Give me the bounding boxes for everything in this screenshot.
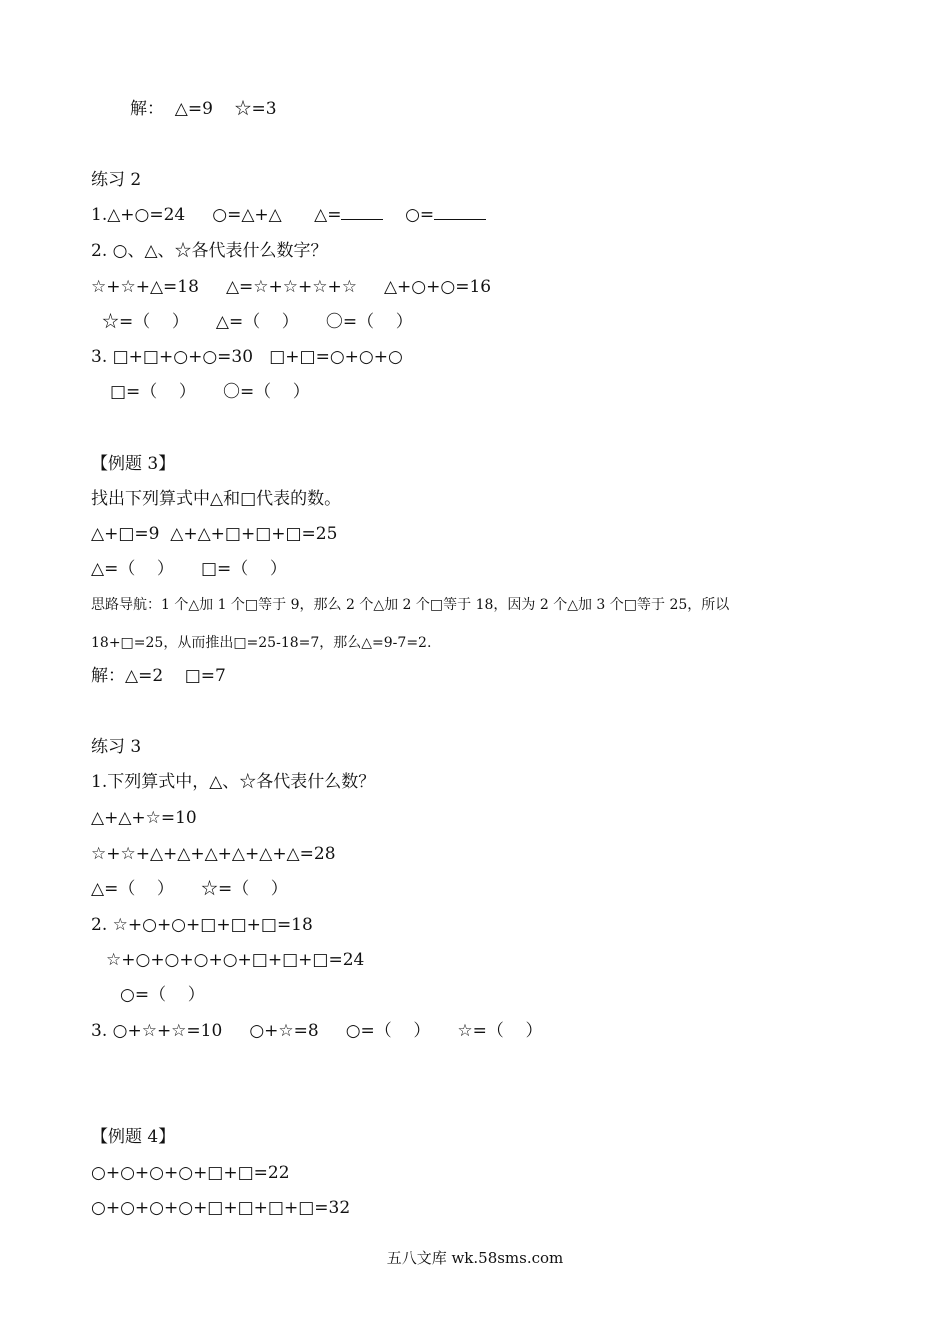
exercise-3-q2: 2. ☆+○+○+□+□+□=18 — [91, 915, 313, 935]
q1-text-a: 1.△+○=24 ○=△+△ △= — [91, 205, 342, 225]
example-3-question: 找出下列算式中△和□代表的数。 — [91, 489, 342, 509]
exercise-2-heading: 练习 2 — [91, 170, 142, 190]
exercise-3-q3: 3. ○+☆+☆=10 ○+☆=8 ○=（ ） ☆=（ ） — [91, 1021, 543, 1041]
exercise-3-q1-eq2: ☆+☆+△+△+△+△+△+△=28 — [91, 844, 336, 864]
answer-line-1: 解： △=9 ☆=3 — [130, 99, 277, 119]
exercise-2-q2-equations: ☆+☆+△=18 △=☆+☆+☆+☆ △+○+○=16 — [91, 277, 492, 297]
exercise-3-q2-answer: ○=（ ） — [120, 985, 205, 1005]
example-3-equations: △+□=9 △+△+□+□+□=25 — [91, 524, 338, 544]
page-footer: 五八文库 wk.58sms.com — [386, 1249, 564, 1267]
example-3-solution: 解：△=2 □=7 — [91, 666, 226, 686]
exercise-2-q3: 3. □+□+○+○=30 □+□=○+○+○ — [91, 347, 403, 367]
exercise-3-q1: 1.下列算式中，△、☆各代表什么数？ — [91, 772, 376, 792]
example-3-hint-line-2: 18+□=25，从而推出□=25-18=7，那么△=9-7=2. — [91, 635, 432, 651]
example-4-eq1: ○+○+○+○+□+□=22 — [91, 1163, 290, 1183]
exercise-2-q2-answers: ☆=（ ） △=（ ） 〇=（ ） — [102, 312, 413, 332]
example-3-hint-line-1: 思路导航：1 个△加 1 个□等于 9，那么 2 个△加 2 个□等于 18，因为 2 个△加 3 个□等于 25，所以 — [91, 597, 730, 613]
exercise-2-q3-answers: □=（ ） 〇=（ ） — [110, 382, 310, 402]
exercise-3-heading: 练习 3 — [91, 737, 142, 757]
blank-circle — [434, 205, 486, 220]
example-3-heading: 【例题 3】 — [91, 454, 176, 474]
q1-text-b: ○= — [383, 205, 435, 225]
blank-triangle — [341, 205, 383, 220]
example-3-answers: △=（ ） □=（ ） — [91, 559, 287, 579]
example-4-heading: 【例题 4】 — [91, 1127, 176, 1147]
example-4-eq2: ○+○+○+○+□+□+□+□=32 — [91, 1198, 351, 1218]
exercise-3-q1-eq1: △+△+☆=10 — [91, 808, 197, 828]
exercise-3-q2-eq2: ☆+○+○+○+○+□+□+□=24 — [106, 950, 365, 970]
exercise-2-q2: 2. ○、△、☆各代表什么数字？ — [91, 241, 328, 261]
exercise-3-q1-answers: △=（ ） ☆=（ ） — [91, 879, 288, 899]
exercise-2-q1 — [91, 205, 486, 225]
